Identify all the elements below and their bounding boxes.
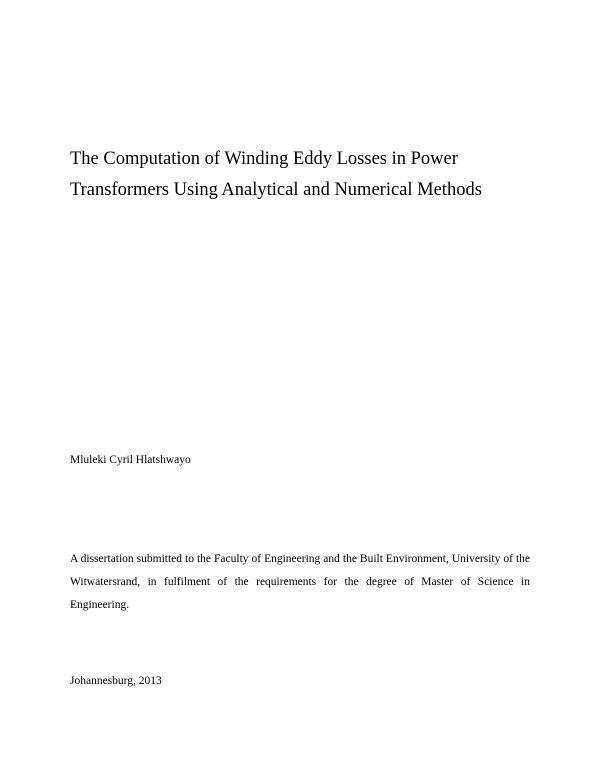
place-and-date: Johannesburg, 2013 [70,675,162,687]
thesis-title-line-1: The Computation of Winding Eddy Losses in Power [70,149,458,169]
thesis-title-line-2: Transformers Using Analytical and Numerical Methods [70,180,482,200]
submission-statement: A dissertation submitted to the Faculty of Engineering and the Built Environment, University of the Witwatersrand, in fulfilment of the requirements for the degree of Master of Science in Engineering. [70,553,530,611]
author-name: Mluleki Cyril Hlatshwayo [70,454,191,466]
